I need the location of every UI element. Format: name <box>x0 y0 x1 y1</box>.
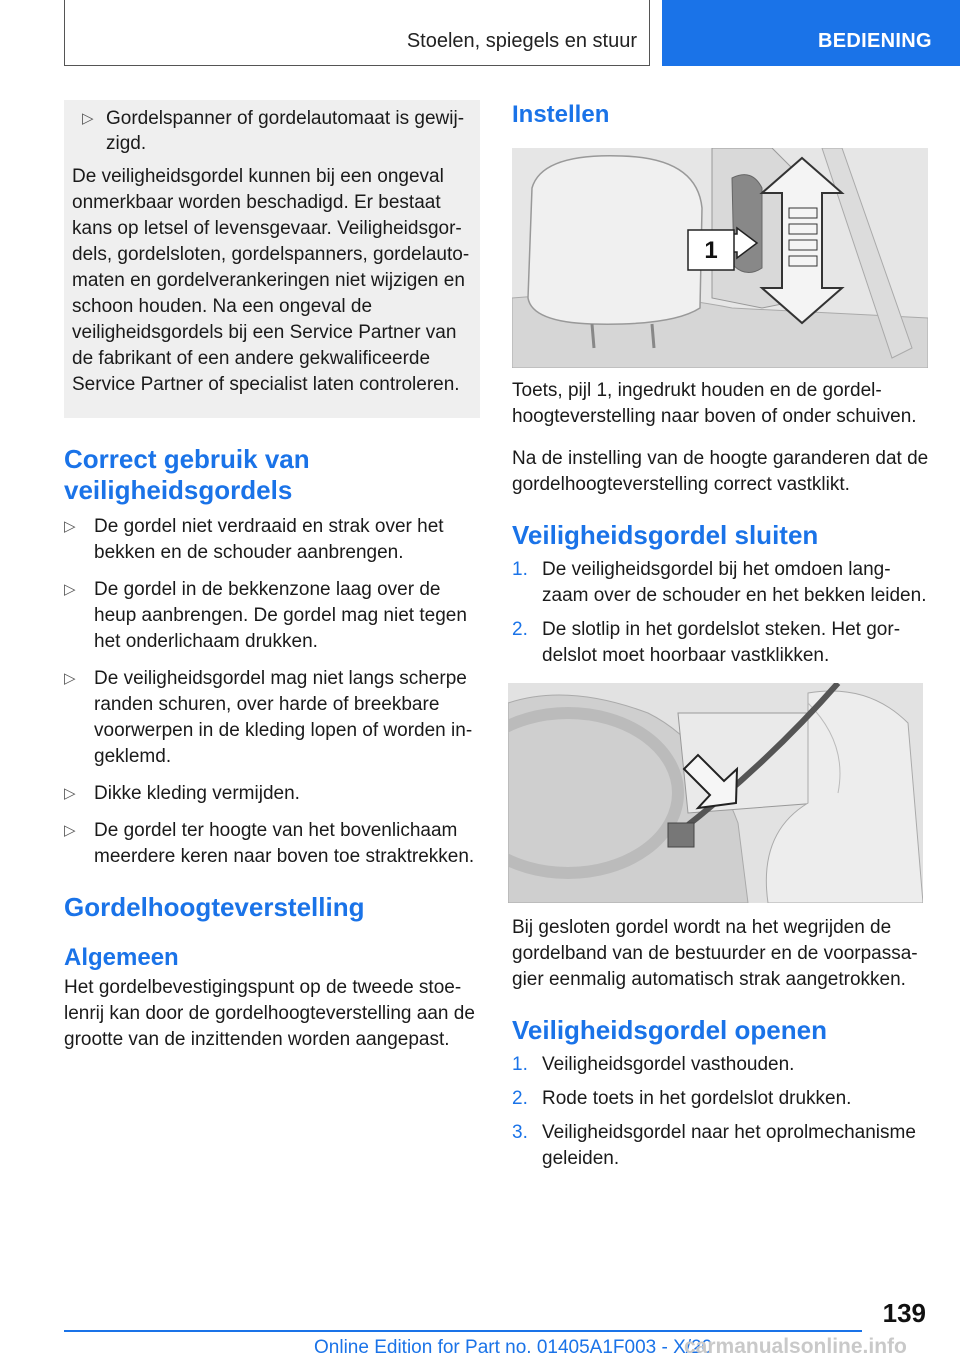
close-steps-list <box>512 557 930 669</box>
step-number: 3. <box>512 1122 528 1143</box>
correct-use-heading: Correct gebruik van veiligheidsgordels <box>64 444 310 505</box>
belt-height-adjuster-illustration <box>512 148 928 368</box>
step-number: 2. <box>512 619 528 640</box>
close-belt-heading: Veiligheidsgordel sluiten <box>512 520 819 550</box>
step-item <box>512 1086 930 1112</box>
list-item <box>64 577 480 655</box>
step-text: De veiligheidsgordel bij het omdoen langzaam over de schouder en het bekken leiden. <box>542 559 927 606</box>
triangle-bullet-icon: ▷ <box>64 518 76 535</box>
edition-text: Online Edition for Part no. 01405A1F003 - X/20 <box>314 1337 713 1358</box>
height-adjust-heading: Gordelhoogteverstelling <box>64 892 365 922</box>
step-item <box>512 1052 930 1078</box>
triangle-bullet-icon: ▷ <box>64 822 76 839</box>
step-text: Rode toets in het gordelslot drukken. <box>542 1088 852 1109</box>
buckle-illustration <box>508 683 923 903</box>
warning-box <box>64 100 480 418</box>
section-title: Stoelen, spiegels en stuur <box>406 30 637 52</box>
list-item-text: De gordel in de bekkenzone laag over de heup aanbrengen. De gordel mag niet tegen het onderlichaam drukken. <box>94 579 467 652</box>
triangle-bullet-icon: ▷ <box>64 785 76 802</box>
correct-use-list <box>64 514 480 870</box>
step-text: De slotlip in het gordelslot steken. Het gordelslot moet hoorbaar vastklikken. <box>542 619 901 666</box>
step-text: Veiligheidsgordel vasthouden. <box>542 1054 795 1075</box>
warning-item <box>72 106 472 156</box>
belt-height-adjuster-drawing <box>512 148 928 368</box>
callout-number: 1 <box>704 237 718 264</box>
adjust-text-1: Toets, pijl 1, ingedrukt houden en de gordelhoogteverstelling naar boven of onder schuiven. <box>512 380 917 427</box>
left-column <box>64 100 480 1053</box>
triangle-bullet-icon: ▷ <box>64 581 76 598</box>
step-number: 1. <box>512 1054 528 1075</box>
adjust-text-2: Na de instelling van de hoogte garanderen dat de gordelhoogteverstelling correct vastklikt. <box>512 448 929 495</box>
list-item <box>64 666 480 770</box>
buckle-drawing <box>508 683 923 903</box>
page-number: 139 <box>882 1298 926 1328</box>
open-steps-list <box>512 1052 930 1172</box>
triangle-bullet-icon: ▷ <box>82 110 94 127</box>
list-item <box>64 818 480 870</box>
chapter-tab-label: BEDIENING <box>818 30 932 52</box>
right-column <box>512 100 930 1180</box>
general-text: Het gordelbevestigingspunt op de tweede stoelenrij kan door de gordelhoogteverstelling aan de grootte van de inzittenden worden aangepast. <box>64 977 475 1050</box>
step-number: 2. <box>512 1088 528 1109</box>
step-text: Veiligheidsgordel naar het oprolmechanisme geleiden. <box>542 1122 916 1169</box>
footer-divider <box>64 1330 862 1332</box>
step-number: 1. <box>512 559 528 580</box>
list-item-text: De gordel niet verdraaid en strak over het bekken en de schouder aanbrengen. <box>94 516 444 563</box>
step-item <box>512 557 930 609</box>
chapter-tab[interactable] <box>662 0 960 66</box>
open-belt-heading: Veiligheidsgordel openen <box>512 1015 827 1045</box>
list-item-text: De gordel ter hoogte van het bovenlichaam meerdere keren naar boven toe straktrekken. <box>94 820 475 867</box>
list-item <box>64 781 480 807</box>
list-item <box>64 514 480 566</box>
close-text: Bij gesloten gordel wordt na het wegrijden de gordelband van de bestuurder en de voorpassagier eenmalig automatisch strak aangetrokken. <box>512 917 918 990</box>
general-subheading: Algemeen <box>64 944 179 971</box>
triangle-bullet-icon: ▷ <box>64 670 76 687</box>
header-frame <box>64 0 650 66</box>
warning-text: De veiligheidsgordel kunnen bij een ongeval onmerkbaar worden beschadigd. Er bestaat kans op letsel of levensgevaar. Veiligheidsgordels, gordelsloten, gordelspanners, gordelautomaten en gordelverankeringen niet wijzigen en schoon houden. Na een ongeval de veiligheidsgordels bij een Service Partner van de fabrikant of een andere gekwalificeerde Service Partner of specialist laten controleren. <box>72 166 470 395</box>
list-item-text: De veiligheidsgordel mag niet langs scherpe randen schuren, over harde of breekbare voorwerpen in de kleding lopen of worden ingeklemd. <box>94 668 473 767</box>
watermark: carmanualsonline.info <box>684 1335 907 1358</box>
step-item <box>512 1120 930 1172</box>
step-item <box>512 617 930 669</box>
list-item-text: Dikke kleding vermijden. <box>94 783 300 804</box>
adjust-subheading: Instellen <box>512 101 610 128</box>
warning-item-text: Gordelspanner of gordelautomaat is gewijzigd. <box>106 108 465 154</box>
